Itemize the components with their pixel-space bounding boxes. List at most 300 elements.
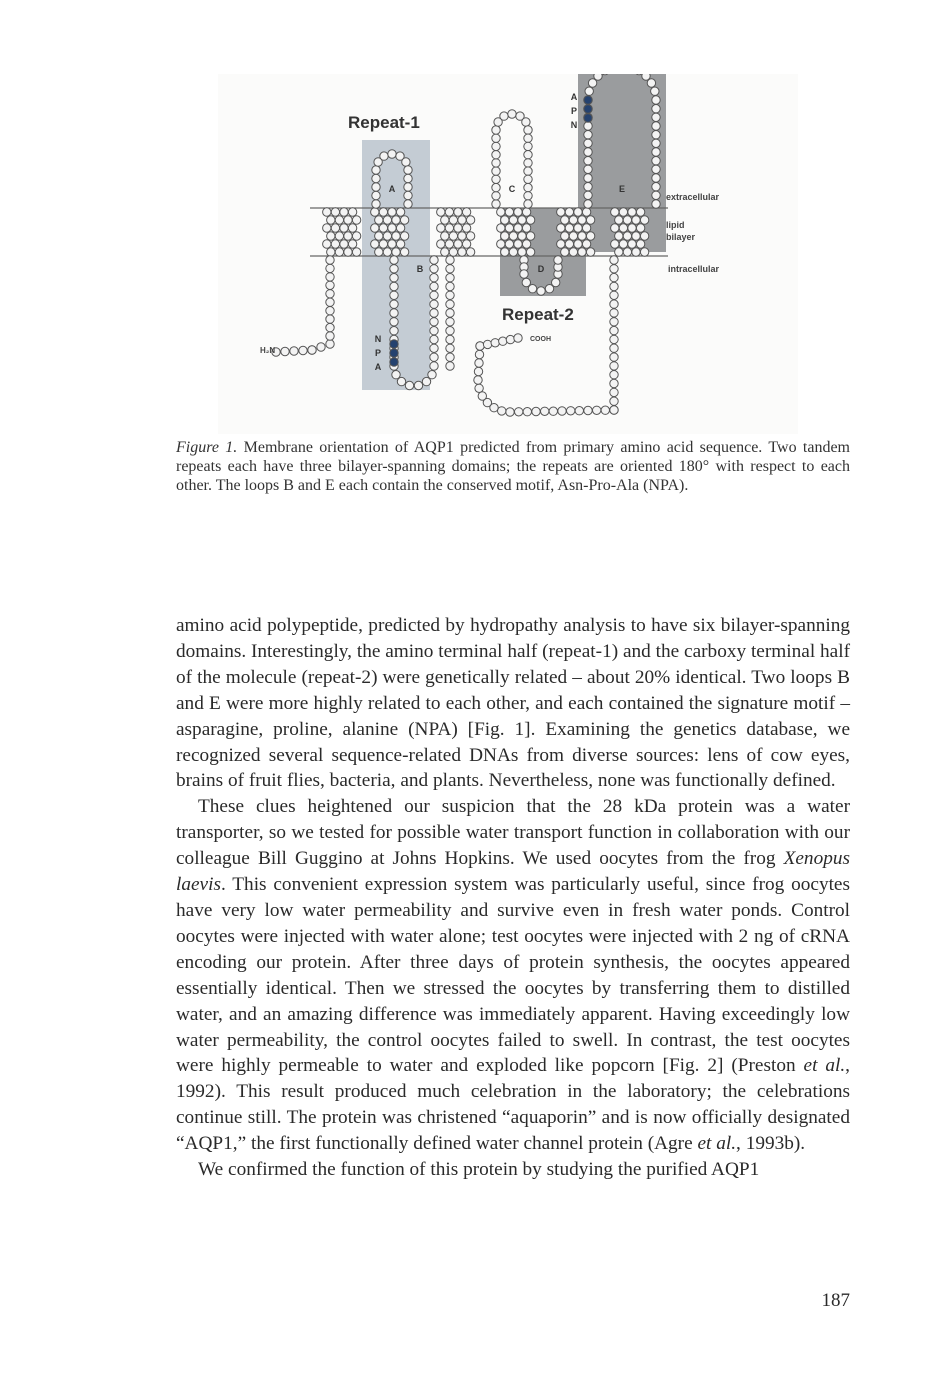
- amino-acid-bead: [492, 142, 500, 150]
- amino-acid-bead: [558, 407, 566, 415]
- amino-acid-bead: [396, 240, 404, 248]
- amino-acid-bead: [578, 232, 586, 240]
- amino-acid-bead: [323, 224, 331, 232]
- amino-acid-bead: [340, 208, 348, 216]
- amino-acid-bead: [610, 388, 618, 396]
- amino-acid-bead: [593, 406, 601, 414]
- amino-acid-bead: [514, 224, 522, 232]
- amino-acid-bead: [497, 208, 505, 216]
- amino-acid-bead: [610, 344, 618, 352]
- amino-acid-bead: [371, 240, 379, 248]
- amino-acid-bead: [466, 232, 474, 240]
- amino-acid-bead: [518, 232, 526, 240]
- amino-acid-bead: [652, 200, 660, 208]
- amino-acid-bead: [396, 208, 404, 216]
- amino-acid-bead: [396, 224, 404, 232]
- amino-acid-bead: [652, 105, 660, 113]
- amino-acid-bead: [619, 208, 627, 216]
- amino-acid-bead: [397, 377, 405, 385]
- et-al-1: et al.: [803, 1055, 846, 1077]
- amino-acid-bead: [632, 232, 640, 240]
- amino-acid-bead: [526, 232, 534, 240]
- amino-acid-bead: [404, 183, 412, 191]
- amino-acid-bead: [652, 131, 660, 139]
- amino-acid-bead: [582, 208, 590, 216]
- amino-acid-bead: [652, 122, 660, 130]
- amino-acid-bead: [554, 256, 562, 264]
- amino-acid-bead: [623, 216, 631, 224]
- amino-acid-bead: [647, 79, 655, 87]
- amino-acid-bead: [537, 287, 545, 295]
- caption-text: Membrane orientation of AQP1 predicted from primary amino acid sequence. Two tandem repeats each have three bilayer-spanning domains; the repeats are oriented 180° with respect to each other. The loops B and E each contain the conserved motif, Asn-Pro-Ala (NPA).: [176, 439, 851, 494]
- amino-acid-bead: [532, 407, 540, 415]
- amino-acid-bead: [466, 216, 474, 224]
- amino-acid-bead: [619, 240, 627, 248]
- amino-acid-bead: [458, 216, 466, 224]
- n-terminus-label: H₂N: [260, 346, 276, 355]
- amino-acid-bead: [524, 192, 532, 200]
- amino-acid-bead: [492, 159, 500, 167]
- amino-acid-bead: [371, 224, 379, 232]
- amino-acid-bead: [522, 240, 530, 248]
- amino-acid-bead: [623, 232, 631, 240]
- amino-acid-bead: [552, 278, 560, 286]
- amino-acid-bead: [326, 281, 334, 289]
- amino-acid-bead: [515, 408, 523, 416]
- amino-acid-bead: [388, 240, 396, 248]
- amino-acid-bead: [652, 183, 660, 191]
- amino-acid-bead: [478, 392, 486, 400]
- amino-acid-bead: [390, 309, 398, 317]
- amino-acid-bead: [372, 200, 380, 208]
- amino-acid-bead: [586, 216, 594, 224]
- amino-acid-bead: [611, 240, 619, 248]
- amino-acid-bead: [636, 208, 644, 216]
- amino-acid-bead: [610, 300, 618, 308]
- loop-e-label: E: [618, 184, 626, 194]
- amino-acid-bead: [388, 150, 396, 158]
- amino-acid-bead: [628, 208, 636, 216]
- amino-acid-bead: [371, 208, 379, 216]
- amino-acid-bead: [509, 232, 517, 240]
- paragraph-2-part-a: These clues heightened our suspicion that the 28 kDa protein was a water transporter, so we tested for possible water transport function in collaboration with our colleague Bill Guggino at Johns Hopkins. We used oocytes from the frog: [176, 796, 850, 870]
- amino-acid-bead: [524, 134, 532, 142]
- amino-acid-bead: [445, 240, 453, 248]
- amino-acid-bead: [390, 327, 398, 335]
- amino-acid-bead: [445, 224, 453, 232]
- amino-acid-bead: [462, 208, 470, 216]
- amino-acid-bead: [383, 232, 391, 240]
- amino-acid-bead: [437, 240, 445, 248]
- amino-acid-bead: [327, 248, 335, 256]
- amino-acid-bead: [524, 142, 532, 150]
- amino-acid-bead: [446, 353, 454, 361]
- amino-acid-bead: [524, 151, 532, 159]
- amino-acid-bead: [524, 183, 532, 191]
- amino-acid-bead: [474, 376, 482, 384]
- loop-c-label: C: [508, 184, 516, 194]
- amino-acid-bead: [352, 248, 360, 256]
- amino-acid-bead: [372, 183, 380, 191]
- npa-e-p: P: [570, 106, 578, 116]
- amino-acid-bead: [561, 232, 569, 240]
- amino-acid-bead: [375, 248, 383, 256]
- amino-acid-bead: [335, 216, 343, 224]
- page-number: 187: [821, 1290, 850, 1311]
- amino-acid-bead: [446, 282, 454, 290]
- amino-acid-bead: [632, 216, 640, 224]
- amino-acid-bead: [331, 240, 339, 248]
- amino-acid-bead: [628, 224, 636, 232]
- amino-acid-bead: [375, 232, 383, 240]
- amino-acid-bead: [379, 208, 387, 216]
- amino-acid-bead: [462, 240, 470, 248]
- amino-acid-bead: [430, 300, 438, 308]
- amino-acid-bead: [331, 208, 339, 216]
- amino-acid-bead: [390, 318, 398, 326]
- amino-acid-bead: [615, 232, 623, 240]
- loop-a-label: A: [388, 184, 396, 194]
- paragraph-2-part-d: , 1993b).: [736, 1133, 806, 1155]
- amino-acid-bead: [610, 326, 618, 334]
- amino-acid-bead: [574, 224, 582, 232]
- amino-acid-bead: [557, 240, 565, 248]
- amino-acid-bead: [506, 408, 514, 416]
- amino-acid-bead: [632, 248, 640, 256]
- amino-acid-bead: [446, 344, 454, 352]
- amino-acid-bead: [652, 165, 660, 173]
- amino-acid-bead: [317, 343, 325, 351]
- paragraph-1: amino acid polypeptide, predicted by hydropathy analysis to have six bilayer-spanning domains. Interestingly, the amino terminal half (repeat-1) and the carboxy terminal half of the molecule (repeat-2) were genetically related – about 20% identical. Two loops B and E were more highly related to each other, and each contained the signature motif – asparagine, proline, alanine (NPA) [Fig. 1]. Examining the genetics database, we recognized several sequence-related DNAs from diverse sources: lens of cow eyes, brains of fruit flies, bacteria, and plants. Nevertheless, none was functionally defined.: [176, 615, 850, 792]
- repeat-1-label: Repeat-1: [348, 113, 420, 132]
- amino-acid-bead: [506, 335, 514, 343]
- amino-acid-bead: [462, 224, 470, 232]
- amino-acid-bead: [561, 248, 569, 256]
- amino-acid-bead: [584, 139, 592, 147]
- amino-acid-bead: [392, 216, 400, 224]
- amino-acid-bead: [327, 232, 335, 240]
- amino-acid-bead: [501, 216, 509, 224]
- amino-acid-bead: [326, 298, 334, 306]
- amino-acid-bead: [615, 248, 623, 256]
- amino-acid-bead: [290, 347, 298, 355]
- amino-acid-bead: [575, 407, 583, 415]
- amino-acid-bead: [586, 232, 594, 240]
- amino-acid-bead: [344, 232, 352, 240]
- amino-acid-bead: [392, 248, 400, 256]
- amino-acid-bead: [437, 208, 445, 216]
- amino-acid-bead: [414, 381, 422, 389]
- amino-acid-bead: [582, 240, 590, 248]
- amino-acid-bead: [430, 274, 438, 282]
- amino-acid-bead: [505, 224, 513, 232]
- paragraph-2-part-b: . This convenient expression system was particularly useful, since frog oocytes have very low water permeability and survive even in fresh water ponds. Control oocytes were injected with water alone; test oocytes were injected with 2 ng of cRNA encoding our protein. After three days of protein synthesis, the oocytes appeared essentially identical. Then we stressed the oocytes by transferring them to distilled water, and an amazing difference was immediately apparent. Having exceedingly low water permeability, the control oocytes failed to swell. In contrast, the test oocytes were highly permeable to water and exploded like popcorn [Fig. 2] (Preston: [176, 874, 850, 1077]
- amino-acid-bead: [636, 240, 644, 248]
- amino-acid-bead: [430, 291, 438, 299]
- npa-e-n: N: [570, 120, 578, 130]
- amino-acid-bead: [344, 216, 352, 224]
- amino-acid-bead: [578, 248, 586, 256]
- amino-acid-bead: [326, 273, 334, 281]
- amino-acid-bead: [520, 270, 528, 278]
- paragraph-2-part-c: , 1992). This result produced much celebration in the laboratory; the celebrations continue still. The protein was christened “aquaporin” and is now officially designated “AQP1,” the first functionally defined water channel protein (Agre: [176, 1055, 850, 1155]
- amino-acid-bead: [569, 216, 577, 224]
- amino-acid-bead: [323, 208, 331, 216]
- amino-acid-bead: [652, 139, 660, 147]
- amino-acid-bead: [652, 96, 660, 104]
- amino-acid-bead: [372, 166, 380, 174]
- species-name: Xenopus laevis: [176, 848, 850, 896]
- amino-acid-bead: [449, 248, 457, 256]
- loop-d-label: D: [537, 264, 545, 274]
- amino-acid-bead: [323, 240, 331, 248]
- amino-acid-bead: [500, 112, 508, 120]
- repeat-2-label: Repeat-2: [502, 305, 574, 324]
- amino-acid-bead: [454, 208, 462, 216]
- amino-acid-bead: [392, 232, 400, 240]
- amino-acid-bead: [569, 232, 577, 240]
- npa-bead-b: [390, 349, 398, 357]
- aqp1-topology-diagram: [218, 74, 798, 434]
- amino-acid-bead: [499, 337, 507, 345]
- amino-acid-bead: [524, 200, 532, 208]
- amino-acid-bead: [390, 265, 398, 273]
- amino-acid-bead: [518, 216, 526, 224]
- amino-acid-bead: [652, 191, 660, 199]
- amino-acid-bead: [441, 216, 449, 224]
- amino-acid-bead: [565, 208, 573, 216]
- amino-acid-bead: [623, 248, 631, 256]
- amino-acid-bead: [610, 265, 618, 273]
- amino-acid-bead: [402, 158, 410, 166]
- amino-acid-bead: [584, 122, 592, 130]
- amino-acid-bead: [584, 183, 592, 191]
- amino-acid-bead: [299, 346, 307, 354]
- amino-acid-bead: [574, 240, 582, 248]
- amino-acid-bead: [582, 224, 590, 232]
- npa-b-n: N: [374, 334, 382, 344]
- amino-acid-bead: [326, 315, 334, 323]
- amino-acid-bead: [610, 309, 618, 317]
- amino-acid-bead: [524, 126, 532, 134]
- amino-acid-bead: [281, 347, 289, 355]
- amino-acid-bead: [466, 248, 474, 256]
- amino-acid-bead: [492, 126, 500, 134]
- amino-acid-bead: [380, 152, 388, 160]
- amino-acid-bead: [522, 208, 530, 216]
- amino-acid-bead: [326, 256, 334, 264]
- amino-acid-bead: [584, 131, 592, 139]
- amino-acid-bead: [557, 224, 565, 232]
- amino-acid-bead: [514, 334, 522, 342]
- amino-acid-bead: [578, 216, 586, 224]
- amino-acid-bead: [492, 151, 500, 159]
- amino-acid-bead: [335, 232, 343, 240]
- amino-acid-bead: [483, 340, 491, 348]
- amino-acid-bead: [497, 224, 505, 232]
- amino-acid-bead: [565, 224, 573, 232]
- amino-acid-bead: [404, 166, 412, 174]
- amino-acid-bead: [584, 191, 592, 199]
- amino-acid-bead: [437, 224, 445, 232]
- amino-acid-bead: [454, 224, 462, 232]
- amino-acid-bead: [326, 332, 334, 340]
- amino-acid-bead: [352, 216, 360, 224]
- amino-acid-bead: [610, 362, 618, 370]
- npa-b-p: P: [374, 348, 382, 358]
- amino-acid-bead: [390, 282, 398, 290]
- amino-acid-bead: [523, 408, 531, 416]
- amino-acid-bead: [584, 174, 592, 182]
- amino-acid-bead: [326, 323, 334, 331]
- amino-acid-bead: [584, 406, 592, 414]
- amino-acid-bead: [492, 200, 500, 208]
- extracellular-label: extracellular: [666, 192, 720, 202]
- body-text: [176, 613, 850, 1183]
- amino-acid-bead: [430, 256, 438, 264]
- amino-acid-bead: [390, 300, 398, 308]
- amino-acid-bead: [422, 377, 430, 385]
- amino-acid-bead: [331, 224, 339, 232]
- amino-acid-bead: [524, 175, 532, 183]
- figure-caption: [176, 438, 850, 495]
- amino-acid-bead: [584, 148, 592, 156]
- amino-acid-bead: [611, 208, 619, 216]
- amino-acid-bead: [567, 407, 575, 415]
- amino-acid-bead: [326, 264, 334, 272]
- npa-bead-e: [584, 105, 592, 113]
- amino-acid-bead: [492, 167, 500, 175]
- amino-acid-bead: [491, 339, 499, 347]
- amino-acid-bead: [610, 256, 618, 264]
- amino-acid-bead: [526, 216, 534, 224]
- amino-acid-bead: [652, 113, 660, 121]
- amino-acid-bead: [509, 216, 517, 224]
- amino-acid-bead: [404, 191, 412, 199]
- amino-acid-bead: [446, 335, 454, 343]
- amino-acid-bead: [636, 224, 644, 232]
- amino-acid-bead: [445, 208, 453, 216]
- amino-acid-bead: [492, 183, 500, 191]
- amino-acid-bead: [430, 353, 438, 361]
- amino-acid-bead: [518, 248, 526, 256]
- amino-acid-bead: [475, 384, 483, 392]
- amino-acid-bead: [508, 110, 516, 118]
- amino-acid-bead: [651, 87, 659, 95]
- amino-acid-bead: [446, 291, 454, 299]
- amino-acid-bead: [526, 248, 534, 256]
- caption-label: Figure 1.: [176, 439, 238, 456]
- amino-acid-bead: [584, 200, 592, 208]
- amino-acid-bead: [652, 157, 660, 165]
- amino-acid-bead: [584, 165, 592, 173]
- figure-1: [218, 74, 798, 434]
- amino-acid-bead: [561, 216, 569, 224]
- amino-acid-bead: [498, 407, 506, 415]
- amino-acid-bead: [476, 342, 484, 350]
- npa-bead-b: [390, 358, 398, 366]
- amino-acid-bead: [610, 371, 618, 379]
- amino-acid-bead: [640, 216, 648, 224]
- npa-bead-e: [584, 114, 592, 122]
- amino-acid-bead: [610, 282, 618, 290]
- amino-acid-bead: [652, 174, 660, 182]
- amino-acid-bead: [514, 208, 522, 216]
- amino-acid-bead: [475, 350, 483, 358]
- amino-acid-bead: [610, 397, 618, 405]
- paragraph-2: [176, 794, 850, 1157]
- amino-acid-bead: [379, 240, 387, 248]
- npa-bead-b: [390, 340, 398, 348]
- amino-acid-bead: [430, 327, 438, 335]
- amino-acid-bead: [430, 282, 438, 290]
- amino-acid-bead: [610, 273, 618, 281]
- amino-acid-bead: [458, 248, 466, 256]
- amino-acid-bead: [446, 300, 454, 308]
- amino-acid-bead: [458, 232, 466, 240]
- amino-acid-bead: [388, 208, 396, 216]
- amino-acid-bead: [390, 291, 398, 299]
- amino-acid-bead: [586, 248, 594, 256]
- amino-acid-bead: [430, 344, 438, 352]
- amino-acid-bead: [492, 175, 500, 183]
- amino-acid-bead: [497, 240, 505, 248]
- npa-b-a: A: [374, 362, 382, 372]
- amino-acid-bead: [492, 192, 500, 200]
- amino-acid-bead: [404, 200, 412, 208]
- amino-acid-bead: [585, 87, 593, 95]
- amino-acid-bead: [610, 379, 618, 387]
- amino-acid-bead: [524, 159, 532, 167]
- amino-acid-bead: [565, 240, 573, 248]
- amino-acid-bead: [308, 346, 316, 354]
- amino-acid-bead: [475, 359, 483, 367]
- amino-acid-bead: [640, 248, 648, 256]
- amino-acid-bead: [514, 240, 522, 248]
- amino-acid-bead: [388, 224, 396, 232]
- amino-acid-bead: [446, 265, 454, 273]
- amino-acid-bead: [348, 208, 356, 216]
- amino-acid-bead: [375, 216, 383, 224]
- amino-acid-bead: [652, 148, 660, 156]
- amino-acid-bead: [509, 248, 517, 256]
- amino-acid-bead: [501, 248, 509, 256]
- amino-acid-bead: [610, 353, 618, 361]
- amino-acid-bead: [352, 232, 360, 240]
- amino-acid-bead: [446, 362, 454, 370]
- amino-acid-bead: [528, 285, 536, 293]
- amino-acid-bead: [327, 216, 335, 224]
- amino-acid-bead: [615, 216, 623, 224]
- amino-acid-bead: [400, 232, 408, 240]
- amino-acid-bead: [441, 232, 449, 240]
- amino-acid-bead: [392, 371, 400, 379]
- amino-acid-bead: [446, 318, 454, 326]
- amino-acid-bead: [449, 232, 457, 240]
- amino-acid-bead: [348, 240, 356, 248]
- amino-acid-bead: [348, 224, 356, 232]
- amino-acid-bead: [372, 174, 380, 182]
- amino-acid-bead: [344, 248, 352, 256]
- amino-acid-bead: [390, 256, 398, 264]
- amino-acid-bead: [400, 248, 408, 256]
- amino-acid-bead: [326, 307, 334, 315]
- amino-acid-bead: [505, 208, 513, 216]
- amino-acid-bead: [522, 224, 530, 232]
- amino-acid-bead: [594, 74, 602, 80]
- amino-acid-bead: [541, 407, 549, 415]
- amino-acid-bead: [640, 232, 648, 240]
